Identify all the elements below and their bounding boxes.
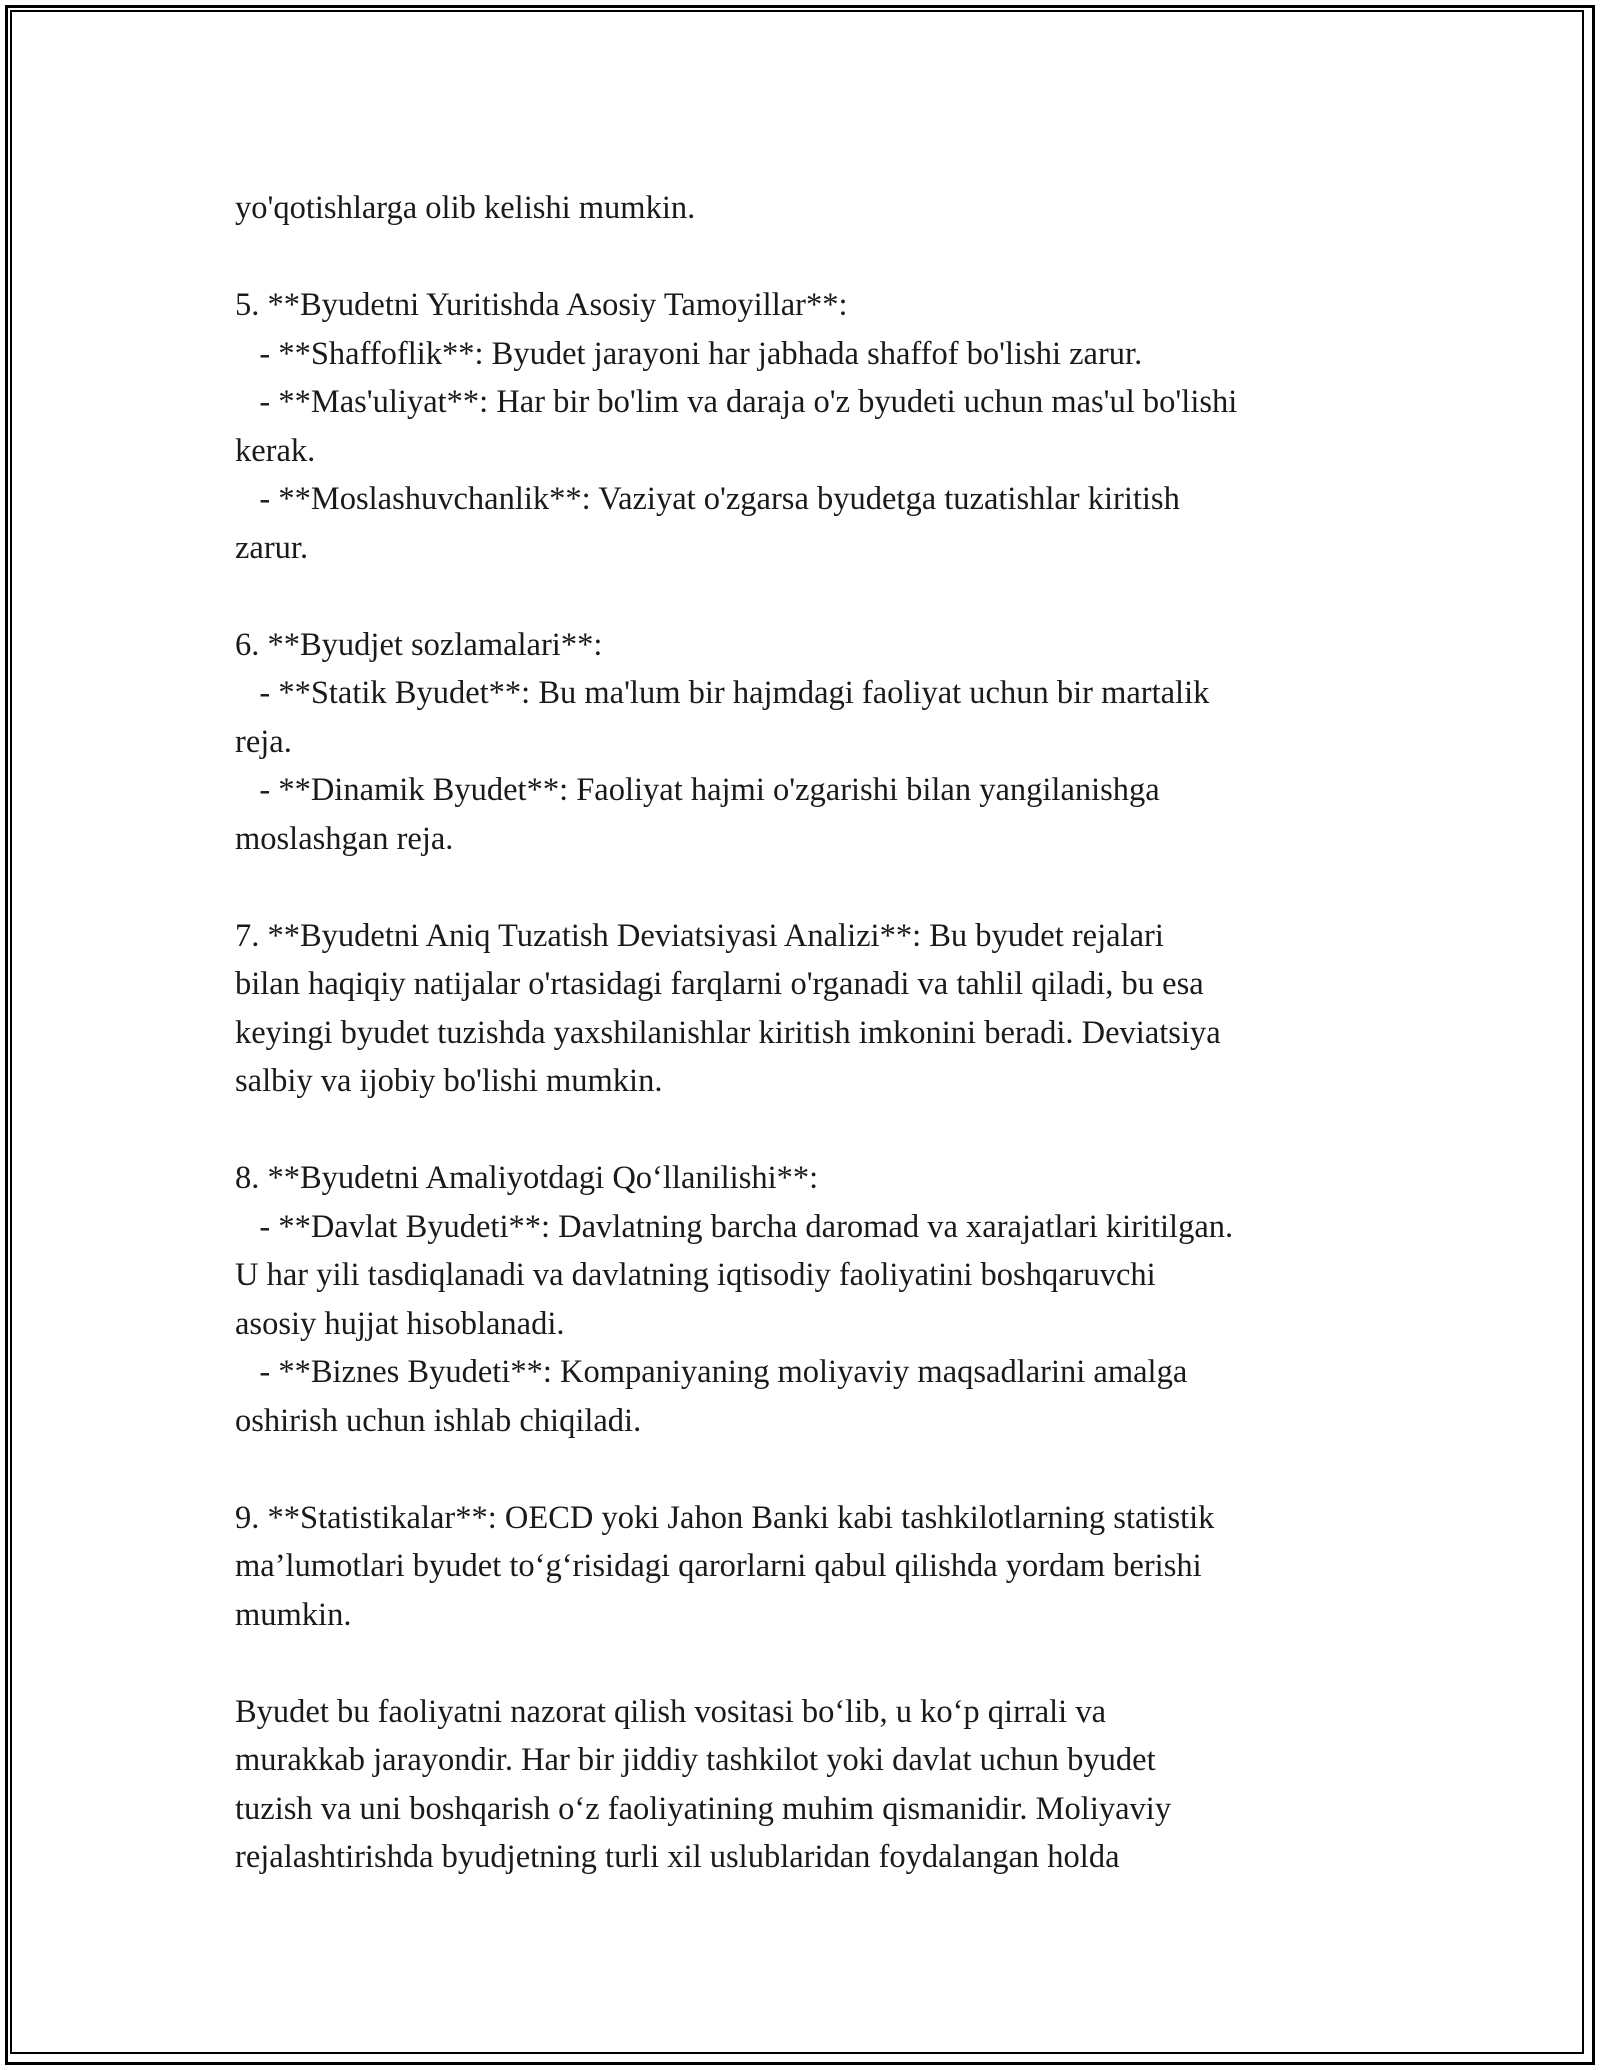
section-heading-9: 9. **Statistikalar**: OECD yoki Jahon Banki kabi tashkilotlarning statistik: [235, 1499, 1215, 1536]
text-line: moslashgan reja.: [235, 820, 454, 857]
list-item: - **Biznes Byudeti**: Kompaniyaning moliyaviy maqsadlarini amalga: [235, 1354, 1188, 1390]
text-line: keyingi byudet tuzishda yaxshilanishlar kiritish imkonini beradi. Deviatsiya: [235, 1014, 1221, 1051]
text-line: bilan haqiqiy natijalar o'rtasidagi farqlarni o'rganadi va tahlil qiladi, bu esa: [235, 966, 1204, 1002]
section-heading-6: 6. **Byudjet sozlamalari**:: [235, 626, 603, 663]
section-heading-5: 5. **Byudetni Yuritishda Asosiy Tamoyillar**:: [235, 287, 848, 323]
blank-line: [235, 572, 1385, 621]
text-line: oshirish uchun ishlab chiqiladi.: [235, 1402, 642, 1439]
list-item: - **Moslashuvchanlik**: Vaziyat o'zgarsa byudetga tuzatishlar kiritish: [235, 481, 1180, 517]
text-line: salbiy va ijobiy bo'lishi mumkin.: [235, 1063, 663, 1099]
blank-line: [235, 1106, 1385, 1155]
text-line: zarur.: [235, 529, 309, 566]
document-body: [235, 184, 1385, 1882]
blank-line: [235, 1445, 1385, 1494]
paragraph-line: tuzish va uni boshqarish o‘z faoliyatining muhim qismanidir. Moliyaviy: [235, 1790, 1172, 1827]
list-item: - **Statik Byudet**: Bu ma'lum bir hajmdagi faoliyat uchun bir martalik: [235, 675, 1210, 711]
blank-line: [235, 1639, 1385, 1688]
list-item: - **Mas'uliyat**: Har bir bo'lim va daraja o'z byudeti uchun mas'ul bo'lishi: [235, 384, 1238, 420]
paragraph-line: murakkab jarayondir. Har bir jiddiy tashkilot yoki davlat uchun byudet: [235, 1742, 1156, 1778]
list-item: - **Shaffoflik**: Byudet jarayoni har jabhada shaffof bo'lishi zarur.: [235, 335, 1143, 372]
blank-line: [235, 863, 1385, 912]
list-item: - **Davlat Byudeti**: Davlatning barcha daromad va xarajatlari kiritilgan.: [235, 1208, 1234, 1245]
text-line: reja.: [235, 723, 292, 760]
section-heading-8: 8. **Byudetni Amaliyotdagi Qo‘llanilishi**:: [235, 1160, 819, 1196]
list-item: - **Dinamik Byudet**: Faoliyat hajmi o'zgarishi bilan yangilanishga: [235, 772, 1160, 808]
text-line: U har yili tasdiqlanadi va davlatning iqtisodiy faoliyatini boshqaruvchi: [235, 1257, 1156, 1293]
paragraph-line: Byudet bu faoliyatni nazorat qilish vositasi bo‘lib, u ko‘p qirrali va: [235, 1693, 1107, 1730]
blank-line: [235, 233, 1385, 282]
section-heading-7: 7. **Byudetni Aniq Tuzatish Deviatsiyasi Analizi**: Bu byudet rejalari: [235, 917, 1164, 954]
text-line: asosiy hujjat hisoblanadi.: [235, 1305, 565, 1342]
paragraph-line: rejalashtirishda byudjetning turli xil uslublaridan foydalangan holda: [235, 1839, 1120, 1875]
text-line: ma’lumotlari byudet to‘g‘risidagi qarorlarni qabul qilishda yordam berishi: [235, 1548, 1202, 1584]
text-line: mumkin.: [235, 1596, 352, 1633]
text-line: kerak.: [235, 432, 316, 469]
text-line: yo'qotishlarga olib kelishi mumkin.: [235, 190, 696, 226]
